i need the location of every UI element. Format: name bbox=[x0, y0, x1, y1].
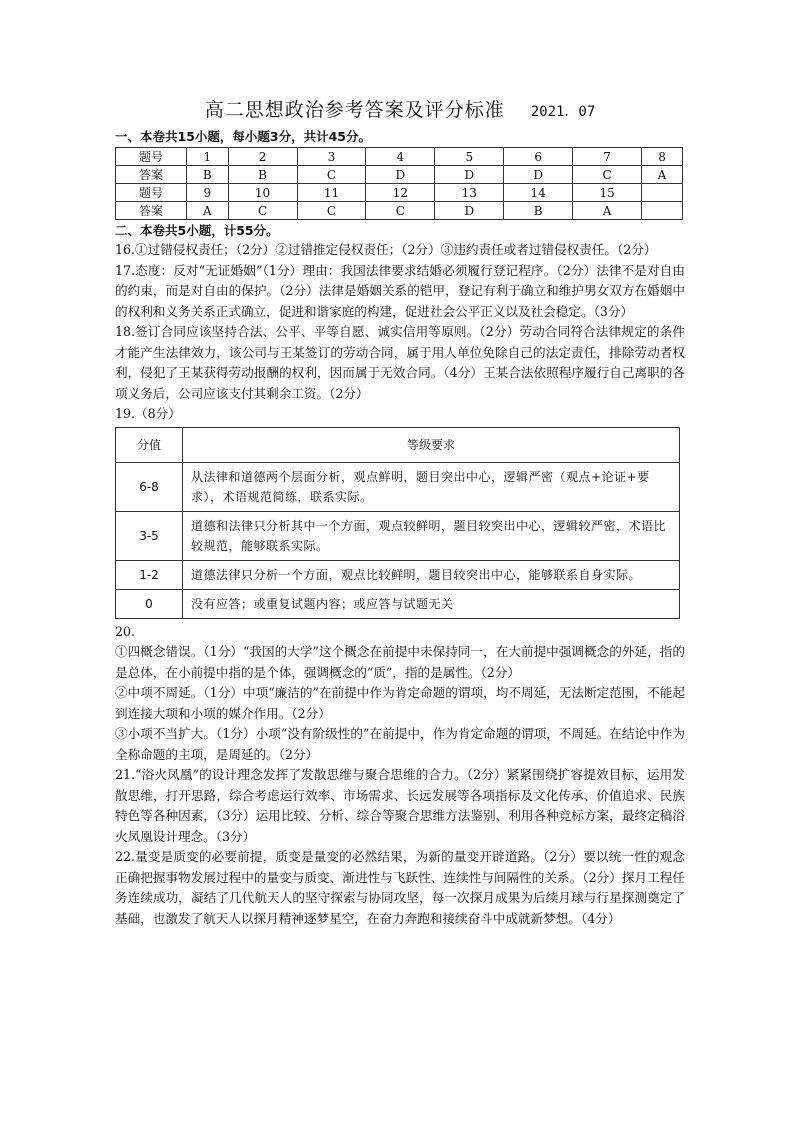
grading-requirement: 没有应答；或重复试题内容；或应答与试题无关 bbox=[183, 589, 680, 618]
answer-table-row bbox=[116, 148, 683, 166]
answer-table-row bbox=[116, 202, 683, 220]
page-title bbox=[115, 96, 685, 124]
answer-row-label: 答案 bbox=[116, 166, 187, 184]
answer-row-label: 题号 bbox=[116, 148, 187, 166]
answer-cell: 7 bbox=[573, 148, 642, 166]
col-req-header: 等级要求 bbox=[183, 427, 680, 462]
answer-cell: B bbox=[228, 166, 297, 184]
grading-requirement: 道德和法律只分析其中一个方面，观点较鲜明，题目较突出中心，逻辑较严密，术语比较规范，能够联系实际。 bbox=[183, 511, 680, 560]
answer-cell: B bbox=[187, 166, 229, 184]
grading-row bbox=[116, 589, 680, 618]
grading-header-row bbox=[116, 427, 680, 462]
answer-cell: 5 bbox=[435, 148, 504, 166]
answer-cell: A bbox=[187, 202, 229, 220]
title-text: 高二思想政治参考答案及评分标准 bbox=[204, 99, 505, 121]
answer-cell: 15 bbox=[573, 184, 642, 202]
answer-cell: 11 bbox=[297, 184, 366, 202]
question-20-point-2: ②中项不周延。（1分）中项“廉洁的”在前提中作为肯定命题的谓项，均不周延，无法断定范围，不能起到连接大项和小项的媒介作用。（2分） bbox=[115, 685, 685, 721]
answer-cell: 2 bbox=[228, 148, 297, 166]
answer-row-label: 答案 bbox=[116, 202, 187, 220]
answer-cell: A bbox=[573, 202, 642, 220]
question-17: 17.态度：反对“无证婚姻”（1分）理由：我国法律要求结婚必须履行登记程序。（2分）法律不是对自由的约束，而是对自由的保护。（2分）法律是婚姻关系的铠甲，登记有利于确立和维护男女双方在婚姻中的权利和义务关系正式确立，促进和谐家庭的构建，促进社会公平正义以及社会稳定。（3分） bbox=[115, 262, 685, 319]
answer-cell: 14 bbox=[504, 184, 573, 202]
question-18: 18.签订合同应该坚持合法、公平、平等自愿、诚实信用等原则。（2分）劳动合同符合法律规定的条件才能产生法律效力，该公司与王某签订的劳动合同，属于用人单位免除自己的法定责任，排除劳动者权利，侵犯了王某获得劳动报酬的权利，因而属于无效合同。（4分）王某合法依照程序履行自己离职的各项义务后，公司应该支付其剩余工资。（2分） bbox=[115, 324, 685, 401]
question-21: 21.“浴火凤凰”的设计理念发挥了发散思维与聚合思维的合力。（2分）紧紧围绕扩容提效目标，运用发散思维，打开思路，综合考虑运行效率、市场需求、长远发展等各项指标及文化传承、价值追求、民族特色等各种因素，（3分）运用比较、分析、综合等聚合思维方法鉴别、利用各种竞标方案，最终定稿浴火凤凰设计理念。（3分） bbox=[115, 767, 685, 844]
section2-heading: 二、本卷共5小题，计55分。 bbox=[115, 223, 279, 238]
section1-heading: 一、本卷共15小题，每小题3分，共计45分。 bbox=[115, 129, 371, 144]
answer-cell: D bbox=[504, 166, 573, 184]
grading-row bbox=[116, 511, 680, 560]
grading-score: 0 bbox=[116, 589, 183, 618]
answer-cell: D bbox=[435, 202, 504, 220]
grading-row bbox=[116, 462, 680, 511]
answer-cell: D bbox=[366, 166, 435, 184]
answer-cell: C bbox=[228, 202, 297, 220]
answer-cell: C bbox=[366, 202, 435, 220]
answer-cell: 8 bbox=[642, 148, 683, 166]
question-20-point-3: ③小项不当扩大。（1分）小项“没有阶级性的”在前提中，作为肯定命题的谓项，不周延。在结论中作为全称命题的主项，是周延的。（2分） bbox=[115, 726, 685, 762]
answer-cell: 3 bbox=[297, 148, 366, 166]
col-score-header: 分值 bbox=[116, 427, 183, 462]
question-20-label: 20. bbox=[115, 623, 136, 639]
question-22: 22.量变是质变的必要前提，质变是量变的必然结果，为新的量变开辟道路。（2分）要以统一性的观念正确把握事物发展过程中的量变与质变、渐进性与飞跃性、连续性与间隔性的关系。（2分）探月工程任务连续成功，凝结了几代航天人的坚守探索与协同攻坚，每一次探月成果为后续月球与行星探测奠定了基础，也激发了航天人以探月精神逐梦星空，在奋力奔跑和接续奋斗中成就新梦想。（4分） bbox=[115, 849, 685, 926]
question-19-label: 19.（8分） bbox=[115, 406, 181, 421]
answer-row-label: 题号 bbox=[116, 184, 187, 202]
answer-cell: 4 bbox=[366, 148, 435, 166]
question-20-point-1: ①四概念错误。（1分）“我国的大学”这个概念在前提中未保持同一，在大前提中强调概念的外延，指的是总体，在小前提中指的是个体，强调概念的“质”，指的是属性。（2分） bbox=[115, 644, 685, 680]
grading-score: 1-2 bbox=[116, 560, 183, 589]
question-16: 16.①过错侵权责任；（2分）②过错推定侵权责任；（2分）③违约责任或者过错侵权责任。（2分） bbox=[115, 242, 657, 257]
answer-cell: C bbox=[297, 166, 366, 184]
answer-table bbox=[115, 147, 683, 220]
grading-score: 3-5 bbox=[116, 511, 183, 560]
grading-score: 6-8 bbox=[116, 462, 183, 511]
answer-table-row bbox=[116, 166, 683, 184]
answer-table-row bbox=[116, 184, 683, 202]
grading-requirement: 从法律和道德两个层面分析，观点鲜明，题目突出中心，逻辑严密（观点+论证+要求），术语规范简练，联系实际。 bbox=[183, 462, 680, 511]
answer-cell: 1 bbox=[187, 148, 229, 166]
answer-cell: A bbox=[642, 166, 683, 184]
answer-cell: 12 bbox=[366, 184, 435, 202]
answer-cell: C bbox=[297, 202, 366, 220]
answer-cell: 13 bbox=[435, 184, 504, 202]
grading-row bbox=[116, 560, 680, 589]
answer-cell: 9 bbox=[187, 184, 229, 202]
grading-table bbox=[115, 427, 680, 619]
answer-cell bbox=[642, 202, 683, 220]
answer-sheet bbox=[115, 96, 685, 929]
answer-cell: 6 bbox=[504, 148, 573, 166]
answer-cell: C bbox=[573, 166, 642, 184]
title-date: 2021．07 bbox=[530, 104, 596, 120]
answer-cell: 10 bbox=[228, 184, 297, 202]
answer-cell bbox=[642, 184, 683, 202]
answer-cell: B bbox=[504, 202, 573, 220]
grading-requirement: 道德法律只分析一个方面，观点比较鲜明，题目较突出中心，能够联系自身实际。 bbox=[183, 560, 680, 589]
answer-cell: D bbox=[435, 166, 504, 184]
